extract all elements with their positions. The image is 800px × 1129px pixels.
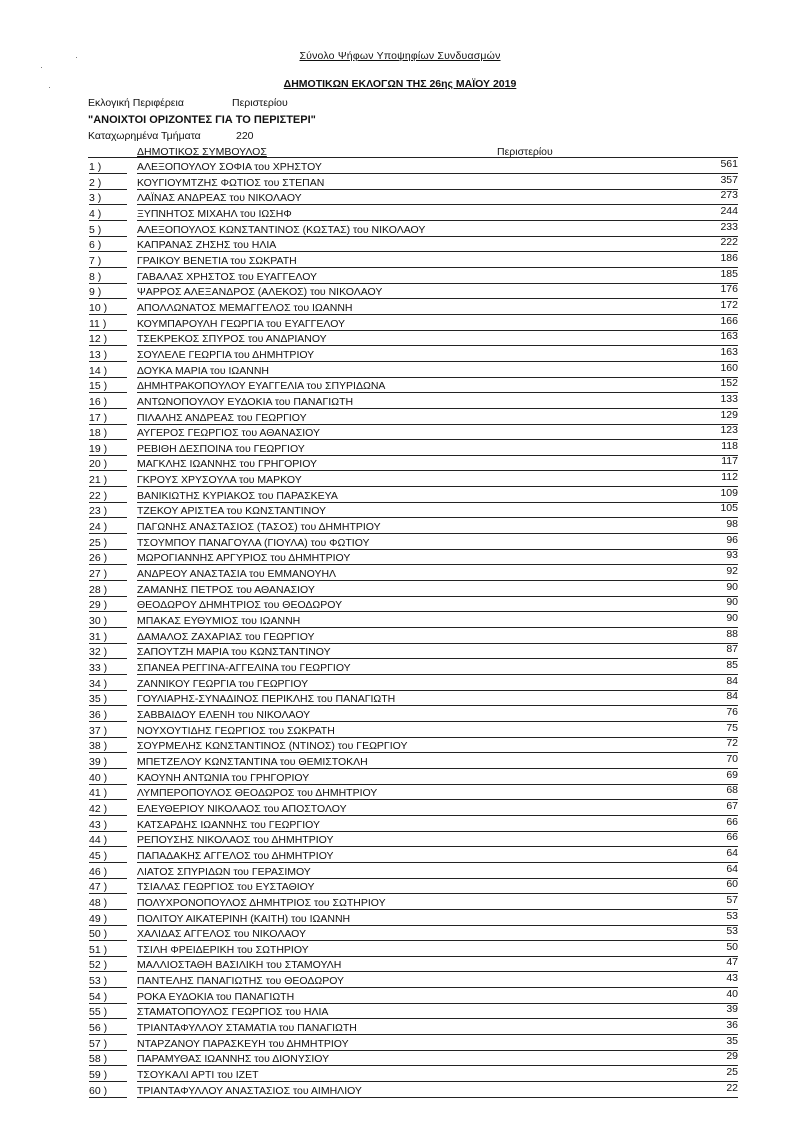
row-index: 44 ) [89,834,127,847]
candidate-name: ΤΣΟΥΜΠΟΥ ΠΑΝΑΓΟΥΛΑ (ΓΙΟΥΛΑ) του ΦΩΤΙΟΥ [137,537,738,550]
candidate-votes: 75 [726,721,738,734]
candidate-votes: 233 [720,220,738,233]
row-index: 26 ) [89,552,127,565]
candidate-name: ΣΑΠΟΥΤΖΗ ΜΑΡΙΑ του ΚΩΝΣΤΑΝΤΙΝΟΥ [137,646,738,659]
candidate-name: ΜΑΛΛΙΟΣΤΑΘΗ ΒΑΣΙΛΙΚΗ του ΣΤΑΜΟΥΛΗ [137,959,738,972]
candidate-name: ΧΑΛΙΔΑΣ ΑΓΓΕΛΟΣ του ΝΙΚΟΛΑΟΥ [137,928,738,941]
table-row [0,268,800,284]
row-index: 27 ) [89,568,127,581]
candidate-name: ΖΑΜΑΝΗΣ ΠΕΤΡΟΣ του ΑΘΑΝΑΣΙΟΥ [137,584,738,597]
row-index: 13 ) [89,349,127,362]
table-row [0,643,800,659]
table-row [0,581,800,597]
table-row [0,502,800,518]
table-row [0,1019,800,1035]
region-label: Εκλογική Περιφέρεια [88,97,184,109]
candidate-name: ΠΟΛΥΧΡΟΝΟΠΟΥΛΟΣ ΔΗΜΗΤΡΙΟΣ του ΣΩΤΗΡΙΟΥ [137,897,738,910]
candidate-votes: 66 [726,815,738,828]
row-index: 5 ) [89,224,127,237]
candidate-votes: 22 [726,1081,738,1094]
candidate-votes: 50 [726,940,738,953]
row-index: 40 ) [89,772,127,785]
table-row [0,972,800,988]
candidate-name: ΚΑΤΣΑΡΔΗΣ ΙΩΑΝΝΗΣ του ΓΕΩΡΓΙΟΥ [137,819,738,832]
candidate-name: ΤΣΟΥΚΑΛΙ ΑΡΤΙ του ΙΖΕΤ [137,1069,738,1082]
row-index: 15 ) [89,380,127,393]
candidate-name: ΤΣΙΛΗ ΦΡΕΙΔΕΡΙΚΗ του ΣΩΤΗΡΙΟΥ [137,944,738,957]
candidate-votes: 185 [720,267,738,280]
candidate-list [0,158,800,1097]
row-index: 29 ) [89,599,127,612]
candidate-name: ΑΝΤΩΝΟΠΟΥΛΟΥ ΕΥΔΟΚΙΑ του ΠΑΝΑΓΙΩΤΗ [137,396,738,409]
candidate-votes: 561 [720,158,738,170]
table-row [0,1082,800,1098]
row-index: 38 ) [89,740,127,753]
candidate-name: ΑΝΔΡΕΟΥ ΑΝΑΣΤΑΣΙΑ του ΕΜΜΑΝΟΥΗΛ [137,568,738,581]
candidate-votes: 172 [720,298,738,311]
table-row [0,330,800,346]
candidate-votes: 84 [726,674,738,687]
table-row [0,174,800,190]
row-index: 24 ) [89,521,127,534]
candidate-name: ΠΑΓΩΝΗΣ ΑΝΑΣΤΑΣΙΟΣ (ΤΑΣΟΣ) του ΔΗΜΗΤΡΙΟΥ [137,521,738,534]
candidate-votes: 98 [726,518,738,531]
candidate-votes: 133 [720,392,738,405]
candidate-votes: 117 [721,455,738,468]
candidate-votes: 47 [726,956,738,969]
candidate-name: ΚΟΥΓΙΟΥΜΤΖΗΣ ΦΩΤΙΟΣ του ΣΤΕΠΑΝ [137,177,738,190]
table-row [0,769,800,785]
column-header-area: Περιστερίου [497,146,553,158]
candidate-votes: 129 [720,408,738,421]
row-index: 33 ) [89,662,127,675]
candidate-votes: 39 [726,1003,738,1016]
row-index: 50 ) [89,928,127,941]
candidate-name: ΣΑΒΒΑΙΔΟΥ ΕΛΕΝΗ του ΝΙΚΟΛΑΟΥ [137,709,738,722]
candidate-name: ΚΑΠΡΑΝΑΣ ΖΗΣΗΣ του ΗΛΙΑ [137,239,738,252]
candidate-name: ΑΥΓΕΡΟΣ ΓΕΩΡΓΙΟΣ του ΑΘΑΝΑΣΙΟΥ [137,427,738,440]
candidate-name: ΤΣΕΚΡΕΚΟΣ ΣΠΥΡΟΣ του ΑΝΔΡΙΑΝΟΥ [137,333,738,346]
candidate-votes: 90 [726,580,738,593]
row-index: 9 ) [89,286,127,299]
row-index: 7 ) [89,255,127,268]
table-row [0,158,800,174]
row-index: 28 ) [89,584,127,597]
party-name: "ΑΝΟΙΧΤΟΙ ΟΡΙΖΟΝΤΕΣ ΓΙΑ ΤΟ ΠΕΡΙΣΤΕΡΙ" [88,114,316,126]
candidate-votes: 57 [726,893,738,906]
table-row [0,847,800,863]
candidate-name: ΔΑΜΑΛΟΣ ΖΑΧΑΡΙΑΣ του ΓΕΩΡΓΙΟΥ [137,631,738,644]
candidate-votes: 25 [726,1066,738,1079]
table-row [0,549,800,565]
candidate-name: ΓΡΑΙΚΟΥ ΒΕΝΕΤΙΑ του ΣΩΚΡΑΤΗ [137,255,738,268]
candidate-votes: 69 [726,768,738,781]
row-index: 56 ) [89,1022,127,1035]
candidate-votes: 96 [726,533,738,546]
column-header-candidate: ΔΗΜΟΤΙΚΟΣ ΣΥΜΒΟΥΛΟΣ [137,146,267,158]
candidate-votes: 76 [726,705,738,718]
candidate-name: ΤΣΙΑΛΑΣ ΓΕΩΡΓΙΟΣ του ΕΥΣΤΑΘΙΟΥ [137,881,738,894]
candidate-votes: 152 [720,377,738,390]
candidate-votes: 60 [726,878,738,891]
row-index: 60 ) [89,1085,127,1098]
candidate-votes: 36 [726,1019,738,1032]
table-row [0,1050,800,1066]
table-row [0,1066,800,1082]
candidate-name: ΣΤΑΜΑΤΟΠΟΥΛΟΣ ΓΕΩΡΓΙΟΣ του ΗΛΙΑ [137,1006,738,1019]
table-row [0,878,800,894]
table-row [0,393,800,409]
row-index: 54 ) [89,991,127,1004]
table-row [0,706,800,722]
candidate-votes: 40 [726,987,738,1000]
table-row [0,377,800,393]
row-index: 25 ) [89,537,127,550]
table-row [0,863,800,879]
candidate-name: ΔΟΥΚΑ ΜΑΡΙΑ του ΙΩΑΝΝΗ [137,365,738,378]
row-index: 2 ) [89,177,127,190]
candidate-name: ΑΠΟΛΛΩΝΑΤΟΣ ΜΕΜΑΓΓΕΛΟΣ του ΙΩΑΝΝΗ [137,302,738,315]
table-row [0,299,800,315]
candidate-name: ΨΑΡΡΟΣ ΑΛΕΞΑΝΔΡΟΣ (ΑΛΕΚΟΣ) του ΝΙΚΟΛΑΟΥ [137,286,738,299]
row-index: 30 ) [89,615,127,628]
candidate-name: ΤΖΕΚΟΥ ΑΡΙΣΤΕΑ του ΚΩΝΣΤΑΝΤΙΝΟΥ [137,505,738,518]
candidate-votes: 357 [720,173,738,186]
row-index: 21 ) [89,474,127,487]
row-index: 4 ) [89,208,127,221]
document-title: Σύνολο Ψήφων Υποψηφίων Συνδυασμών [299,50,501,62]
row-index: 48 ) [89,897,127,910]
candidate-name: ΛΙΑΤΟΣ ΣΠΥΡΙΔΩΝ του ΓΕΡΑΣΙΜΟΥ [137,866,738,879]
candidate-name: ΠΙΛΑΛΗΣ ΑΝΔΡΕΑΣ του ΓΕΩΡΓΙΟΥ [137,412,738,425]
table-row [0,941,800,957]
table-row [0,252,800,268]
row-index: 51 ) [89,944,127,957]
candidate-votes: 163 [720,345,738,358]
row-index: 47 ) [89,881,127,894]
candidate-votes: 53 [726,925,738,938]
candidate-name: ΡΕΠΟΥΣΗΣ ΝΙΚΟΛΑΟΣ του ΔΗΜΗΤΡΙΟΥ [137,834,738,847]
candidate-votes: 90 [726,596,738,609]
row-index: 11 ) [89,318,127,331]
row-index: 41 ) [89,787,127,800]
region-value: Περιστερίου [232,97,288,109]
scan-speck: · [75,52,78,62]
table-row [0,283,800,299]
candidate-votes: 67 [726,799,738,812]
row-index: 35 ) [89,693,127,706]
table-row [0,440,800,456]
sections-value: 220 [236,130,254,142]
row-index: 1 ) [89,161,127,174]
candidate-name: ΝΤΑΡΖΑΝΟΥ ΠΑΡΑΣΚΕΥΗ του ΔΗΜΗΤΡΙΟΥ [137,1038,738,1051]
candidate-votes: 84 [726,690,738,703]
candidate-votes: 166 [720,314,738,327]
candidate-votes: 244 [720,204,738,217]
candidate-name: ΓΑΒΑΛΑΣ ΧΡΗΣΤΟΣ του ΕΥΑΓΓΕΛΟΥ [137,271,738,284]
row-index: 53 ) [89,975,127,988]
candidate-name: ΖΑΝΝΙΚΟΥ ΓΕΩΡΓΙΑ του ΓΕΩΡΓΙΟΥ [137,678,738,691]
candidate-name: ΤΡΙΑΝΤΑΦΥΛΛΟΥ ΣΤΑΜΑΤΙΑ του ΠΑΝΑΓΙΩΤΗ [137,1022,738,1035]
candidate-name: ΡΕΒΙΘΗ ΔΕΣΠΟΙΝΑ του ΓΕΩΡΓΙΟΥ [137,443,738,456]
candidate-name: ΠΟΛΙΤΟΥ ΑΙΚΑΤΕΡΙΝΗ (ΚΑΙΤΗ) του ΙΩΑΝΝΗ [137,913,738,926]
table-row [0,737,800,753]
candidate-name: ΒΑΝΙΚΙΩΤΗΣ ΚΥΡΙΑΚΟΣ του ΠΑΡΑΣΚΕΥΑ [137,490,738,503]
candidate-votes: 112 [721,471,738,484]
candidate-name: ΔΗΜΗΤΡΑΚΟΠΟΥΛΟΥ ΕΥΑΓΓΕΛΙΑ του ΣΠΥΡΙΔΩΝΑ [137,380,738,393]
row-index: 49 ) [89,913,127,926]
row-index: 19 ) [89,443,127,456]
candidate-votes: 186 [720,251,738,264]
row-index: 20 ) [89,458,127,471]
row-index: 12 ) [89,333,127,346]
table-row [0,956,800,972]
candidate-votes: 163 [720,330,738,343]
table-row [0,894,800,910]
table-row [0,471,800,487]
candidate-votes: 35 [726,1034,738,1047]
row-index: 14 ) [89,365,127,378]
candidate-votes: 222 [720,236,738,249]
scan-speck: · [40,62,43,72]
row-index: 59 ) [89,1069,127,1082]
candidate-name: ΛΥΜΠΕΡΟΠΟΥΛΟΣ ΘΕΟΔΩΡΟΣ του ΔΗΜΗΤΡΙΟΥ [137,787,738,800]
row-index: 58 ) [89,1053,127,1066]
candidate-votes: 64 [726,862,738,875]
table-row [0,409,800,425]
row-index: 39 ) [89,756,127,769]
candidate-name: ΚΑΟΥΝΗ ΑΝΤΩΝΙΑ του ΓΡΗΓΟΡΙΟΥ [137,772,738,785]
candidate-name: ΜΑΓΚΛΗΣ ΙΩΑΝΝΗΣ του ΓΡΗΓΟΡΙΟΥ [137,458,738,471]
candidate-name: ΘΕΟΔΩΡΟΥ ΔΗΜΗΤΡΙΟΣ του ΘΕΟΔΩΡΟΥ [137,599,738,612]
candidate-votes: 93 [726,549,738,562]
table-row [0,362,800,378]
table-row [0,816,800,832]
candidate-name: ΣΟΥΡΜΕΛΗΣ ΚΩΝΣΤΑΝΤΙΝΟΣ (ΝΤΙΝΟΣ) του ΓΕΩΡΓΙΟΥ [137,740,738,753]
candidate-votes: 70 [726,752,738,765]
candidate-votes: 160 [720,361,738,374]
candidate-name: ΡΟΚΑ ΕΥΔΟΚΙΑ του ΠΑΝΑΓΙΩΤΗ [137,991,738,1004]
table-row [0,315,800,331]
candidate-name: ΕΛΕΥΘΕΡΙΟΥ ΝΙΚΟΛΑΟΣ του ΑΠΟΣΤΟΛΟΥ [137,803,738,816]
table-row [0,205,800,221]
candidate-name: ΛΑΪΝΑΣ ΑΝΔΡΕΑΣ του ΝΙΚΟΛΑΟΥ [137,192,738,205]
table-row [0,236,800,252]
table-row [0,800,800,816]
row-index: 57 ) [89,1038,127,1051]
candidate-name: ΓΟΥΛΙΑΡΗΣ-ΣΥΝΑΔΙΝΟΣ ΠΕΡΙΚΛΗΣ του ΠΑΝΑΓΙΩΤΗ [137,693,738,706]
table-row [0,675,800,691]
row-index: 16 ) [89,396,127,409]
table-row [0,424,800,440]
row-index: 52 ) [89,959,127,972]
row-index: 36 ) [89,709,127,722]
candidate-name: ΠΑΡΑΜΥΘΑΣ ΙΩΑΝΝΗΣ του ΔΙΟΝΥΣΙΟΥ [137,1053,738,1066]
table-row [0,189,800,205]
candidate-name: ΜΠΕΤΖΕΛΟΥ ΚΩΝΣΤΑΝΤΙΝΑ του ΘΕΜΙΣΤΟΚΛΗ [137,756,738,769]
table-row [0,753,800,769]
table-row [0,831,800,847]
table-row [0,534,800,550]
candidate-votes: 43 [726,972,738,985]
table-row [0,455,800,471]
candidate-name: ΣΠΑΝΕΑ ΡΕΓΓΙΝΑ-ΑΓΓΕΛΙΝΑ του ΓΕΩΡΓΙΟΥ [137,662,738,675]
table-row [0,612,800,628]
row-index: 3 ) [89,192,127,205]
table-row [0,221,800,237]
table-row [0,910,800,926]
row-index: 31 ) [89,631,127,644]
table-row [0,1035,800,1051]
candidate-votes: 123 [720,424,738,437]
row-index: 43 ) [89,819,127,832]
candidate-votes: 66 [726,831,738,844]
candidate-name: ΑΛΕΞΟΠΟΥΛΟΥ ΣΟΦΙΑ του ΧΡΗΣΤΟΥ [137,161,738,174]
table-row [0,1003,800,1019]
candidate-votes: 118 [721,439,738,452]
candidate-name: ΠΑΝΤΕΛΗΣ ΠΑΝΑΓΙΩΤΗΣ του ΘΕΟΔΩΡΟΥ [137,975,738,988]
candidate-votes: 29 [726,1050,738,1063]
row-index: 55 ) [89,1006,127,1019]
candidate-name: ΑΛΕΞΟΠΟΥΛΟΣ ΚΩΝΣΤΑΝΤΙΝΟΣ (ΚΩΣΤΑΣ) του ΝΙΚΟΛΑΟΥ [137,224,738,237]
table-row [0,346,800,362]
table-row [0,690,800,706]
candidate-name: ΠΑΠΑΔΑΚΗΣ ΑΓΓΕΛΟΣ του ΔΗΜΗΤΡΙΟΥ [137,850,738,863]
row-index: 42 ) [89,803,127,816]
row-index: 32 ) [89,646,127,659]
table-row [0,596,800,612]
candidate-votes: 53 [726,909,738,922]
candidate-name: ΓΚΡΟΥΣ ΧΡΥΣΟΥΛΑ του ΜΑΡΚΟΥ [137,474,738,487]
document-subtitle: ΔΗΜΟΤΙΚΩΝ ΕΚΛΟΓΩΝ ΤΗΣ 26ης ΜΑΪΟΥ 2019 [283,78,517,90]
sections-label: Καταχωρημένα Τμήματα [88,130,201,142]
row-index: 10 ) [89,302,127,315]
candidate-votes: 68 [726,784,738,797]
row-index: 34 ) [89,678,127,691]
row-index: 23 ) [89,505,127,518]
table-row [0,518,800,534]
candidate-name: ΤΡΙΑΝΤΑΦΥΛΛΟΥ ΑΝΑΣΤΑΣΙΟΣ του ΑΙΜΗΛΙΟΥ [137,1085,738,1098]
row-index: 18 ) [89,427,127,440]
row-index: 37 ) [89,725,127,738]
table-row [0,659,800,675]
candidate-name: ΜΠΑΚΑΣ ΕΥΘΥΜΙΟΣ του ΙΩΑΝΝΗ [137,615,738,628]
table-row [0,784,800,800]
candidate-name: ΚΟΥΜΠΑΡΟΥΛΗ ΓΕΩΡΓΙΑ του ΕΥΑΓΓΕΛΟΥ [137,318,738,331]
row-index: 22 ) [89,490,127,503]
scan-speck: · [48,82,51,92]
table-row [0,722,800,738]
candidate-name: ΣΟΥΛΕΛΕ ΓΕΩΡΓΙΑ του ΔΗΜΗΤΡΙΟΥ [137,349,738,362]
table-row [0,565,800,581]
candidate-votes: 90 [726,612,738,625]
candidate-votes: 176 [720,283,738,296]
candidate-name: ΜΩΡΟΓΙΑΝΝΗΣ ΑΡΓΥΡΙΟΣ του ΔΗΜΗΤΡΙΟΥ [137,552,738,565]
table-row [0,487,800,503]
candidate-name: ΝΟΥΧΟΥΤΙΔΗΣ ΓΕΩΡΓΙΟΣ του ΣΩΚΡΑΤΗ [137,725,738,738]
table-row [0,925,800,941]
candidate-votes: 109 [720,486,738,499]
candidate-votes: 92 [726,565,738,578]
row-index: 6 ) [89,239,127,252]
candidate-votes: 273 [720,189,738,202]
candidate-name: ΞΥΠΝΗΤΟΣ ΜΙΧΑΗΛ του ΙΩΣΗΦ [137,208,738,221]
table-row [0,988,800,1004]
candidate-votes: 88 [726,627,738,640]
row-index: 8 ) [89,271,127,284]
row-index: 46 ) [89,866,127,879]
candidate-votes: 72 [726,737,738,750]
candidate-votes: 105 [720,502,738,515]
candidate-votes: 85 [726,659,738,671]
row-index: 45 ) [89,850,127,863]
table-row [0,628,800,644]
row-index: 17 ) [89,412,127,425]
candidate-votes: 87 [726,643,738,656]
candidate-votes: 64 [726,846,738,859]
